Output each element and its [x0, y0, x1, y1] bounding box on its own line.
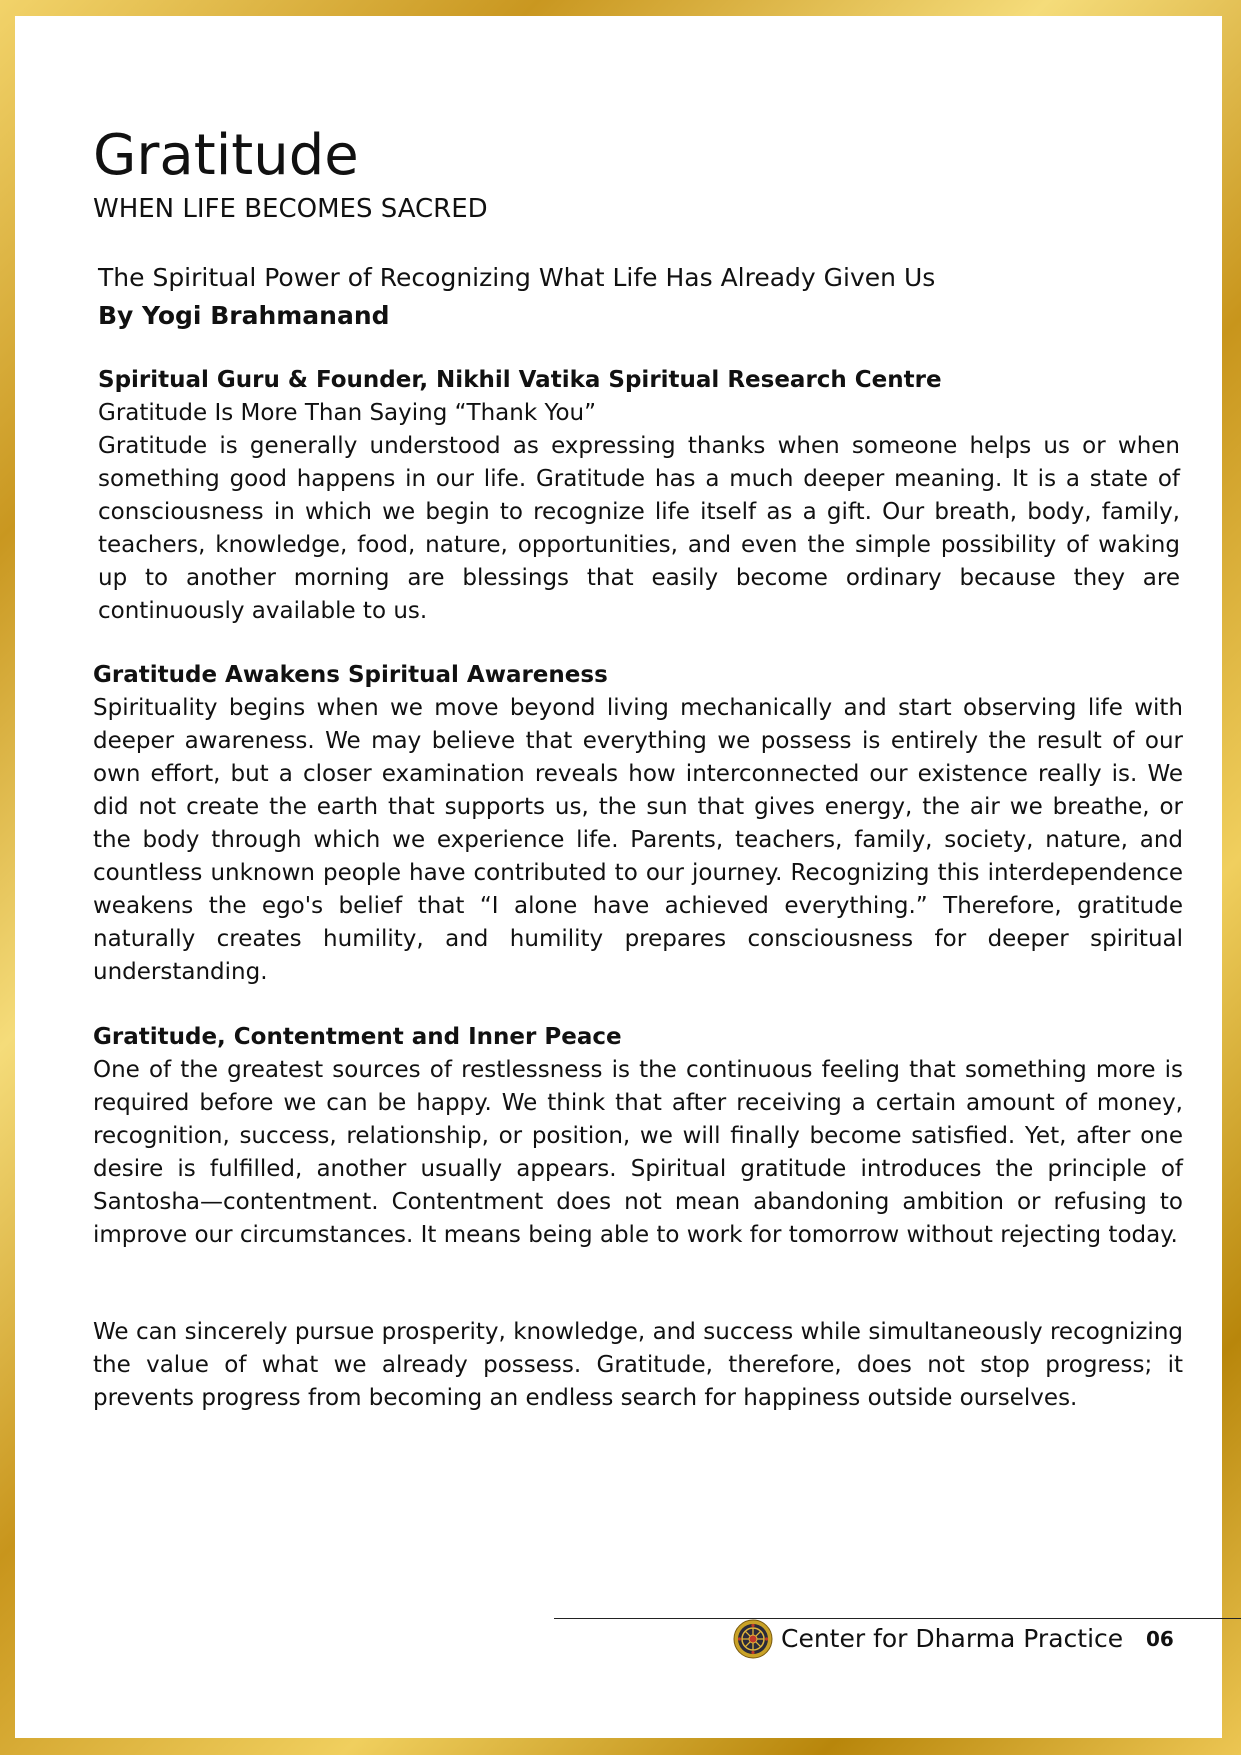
closing-paragraph: We can sincerely pursue prosperity, knowledge, and success while simultaneously recognizing the value of what we already possess. Gratitude, therefore, does not stop progress; it prevents progress from becoming an endless search for happiness outside ourselves.: [93, 1319, 1183, 1411]
page-number: 06: [1146, 1627, 1174, 1651]
section-paragraph: One of the greatest sources of restlessness is the continuous feeling that something more is required before we can be happy. We think that after receiving a certain amount of money, recognition, success, relationship, or position, we will finally become satisfied. Yet, after one desire is fulfilled, another usually appears. Spiritual gratitude introduces the principle of Santosha—contentment. Contentment does not mean abandoning ambition or refusing to improve our circumstances. It means being able to work for tomorrow without rejecting today.: [93, 1057, 1183, 1248]
intro-lead: Gratitude Is More Than Saying “Thank You”: [98, 400, 597, 426]
intro-paragraph: Gratitude is generally understood as expressing thanks when someone helps us or when something good happens in our life. Gratitude has a much deeper meaning. It is a state of consciousness in which we begin to recognize life itself as a gift. Our breath, body, family, teachers, knowledge, food, nature, opportunities, and even the simple possibility of waking up to another morning are blessings that easily become ordinary because they are continuously available to us.: [98, 433, 1180, 624]
section-paragraph: Spirituality begins when we move beyond living mechanically and start observing life with deeper awareness. We may believe that everything we possess is entirely the result of our own effort, but a closer examination reveals how interconnected our existence really is. We did not create the earth that supports us, the sun that gives energy, the air we breathe, or the body through which we experience life. Parents, teachers, family, society, nature, and countless unknown people have contributed to our journey. Recognizing this interdependence weakens the ego's belief that “I alone have achieved everything.” Therefore, gratitude naturally creates humility, and humility prepares consciousness for deeper spiritual understanding.: [93, 695, 1183, 985]
footer-organization: Center for Dharma Practice: [781, 1624, 1124, 1653]
page-title: Gratitude: [93, 123, 359, 188]
section-heading: Gratitude Awakens Spiritual Awareness: [93, 662, 608, 688]
section-awareness: [93, 659, 1183, 989]
article-author: By Yogi Brahmanand: [98, 301, 390, 330]
intro-block: [98, 364, 1180, 628]
section-heading: Gratitude, Contentment and Inner Peace: [93, 1024, 622, 1050]
page-subtitle: WHEN LIFE BECOMES SACRED: [93, 194, 488, 224]
article-tagline: The Spiritual Power of Recognizing What Life Has Already Given Us: [98, 263, 936, 292]
author-role: Spiritual Guru & Founder, Nikhil Vatika Spiritual Research Centre: [98, 367, 942, 393]
section-contentment: [93, 1021, 1183, 1252]
footer-divider: [554, 1618, 1241, 1619]
dharma-wheel-emblem-icon: [733, 1619, 773, 1659]
